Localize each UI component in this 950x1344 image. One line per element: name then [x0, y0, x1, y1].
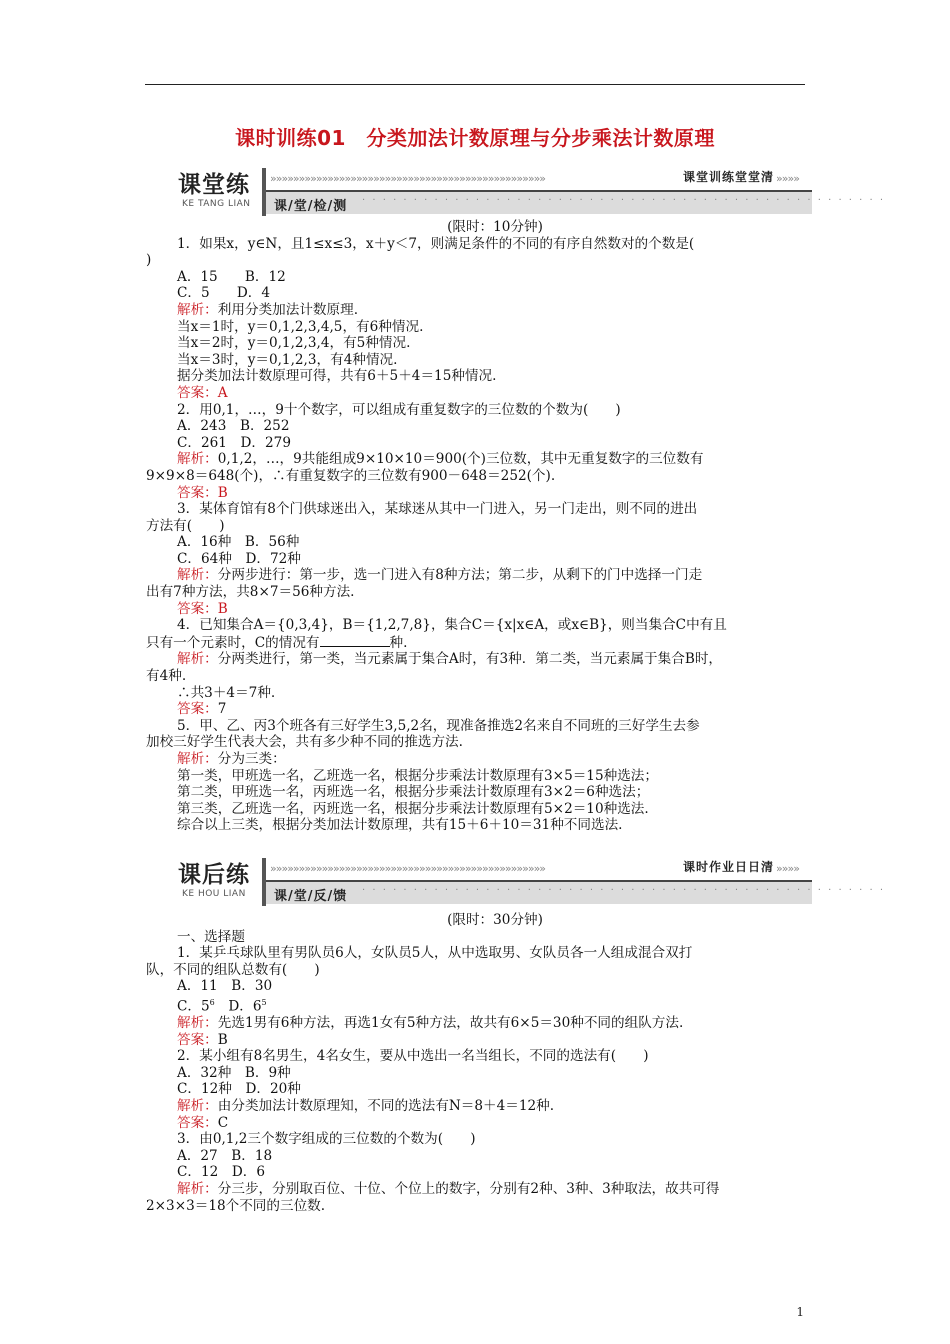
question-3-answer: 答案：B [177, 600, 228, 617]
question-2-options-cd: C．261 D．279 [177, 434, 291, 451]
banner-arrow-decoration: »»»»»»»»»»»»»»»»»»»»»»»»»»»»»»»»»»»»»»»»»»»»»»»» [270, 172, 546, 185]
question-2-answer: 答案：C [177, 1114, 229, 1131]
page-number: 1 [796, 1305, 804, 1319]
analysis-line: 出有7种方法，共8×7＝56种方法. [146, 584, 355, 601]
section-after-class-practice [146, 912, 813, 1214]
analysis-line: 第三类，乙班选一名，丙班选一名，根据分步乘法计数原理有5×2＝10种选法. [177, 800, 649, 817]
analysis-line: 综合以上三类，根据分类加法计数原理，共有15＋6＋10＝31种不同选法. [177, 817, 623, 834]
question-2-options-ab: A．243 B．252 [177, 418, 290, 435]
banner-logo-subtext: KE HOU LIAN [182, 889, 246, 899]
question-1-options-cd: C．5 D．4 [177, 285, 270, 302]
banner-arrow-decoration-right: »»»» [776, 172, 799, 185]
banner-dots-decoration: · · · · · · · · · · · · · · · · · · · · · · · · · · · · · · · · · · · · · · · · · · · · · · · · · · · [362, 885, 886, 896]
banner-arrow-decoration-right: »»»» [776, 862, 799, 875]
question-3-options-cd: C．64种 D．72种 [177, 550, 301, 567]
banner-dots-decoration: · · · · · · · · · · · · · · · · · · · · · · · · · · · · · · · · · · · · · · · · · · · · · · · · · · · [362, 195, 886, 206]
question-3-stem: 3．由0,1,2三个数字组成的三位数的个数为( ) [177, 1131, 476, 1148]
banner-logo-subtext: KE TANG LIAN [182, 199, 251, 209]
question-5-stem: 5．甲、乙、丙3个班各有三好学生3,5,2名，现准备推选2名来自不同班的三好学生去参 [177, 717, 700, 734]
section-banner-ketanglian [176, 168, 886, 216]
page-title: 课时训练01 分类加法计数原理与分步乘法计数原理 [235, 126, 715, 150]
question-3-analysis: 解析：分两步进行：第一步，选一门进入有8种方法；第二步，从剩下的门中选择一门走 [177, 567, 703, 584]
question-3-stem: 3．某体育馆有8个门供球迷出入，某球迷从其中一门进入，另一门走出，则不同的进出 [177, 501, 698, 518]
banner-arrow-decoration: »»»»»»»»»»»»»»»»»»»»»»»»»»»»»»»»»»»»»»»»»»»»»»»» [270, 862, 546, 875]
analysis-line: 当x＝1时，y＝0,1,2,3,4,5，有6种情况. [177, 318, 424, 335]
question-3-options-ab: A．27 B．18 [177, 1147, 273, 1164]
question-4-stem: 4．已知集合A＝{0,3,4}，B＝{1,2,7,8}，集合C＝{x|x∈A，或x∈B}，则当集合C中有且 [177, 617, 727, 634]
header-rule [145, 84, 805, 85]
analysis-line: 第一类，甲班选一名，乙班选一名，根据分步乘法计数原理有3×5＝15种选法； [177, 767, 658, 784]
question-5-analysis: 解析：分为三类： [177, 751, 286, 767]
analysis-line: 据分类加法计数原理可得，共有6＋5＋4＝15种情况. [177, 368, 497, 385]
time-limit: (限时：30分钟) [447, 912, 543, 928]
question-3-options-ab: A．16种 B．56种 [177, 534, 300, 551]
question-1-options-ab: A．15 B．12 [177, 268, 286, 285]
section-banner-kehoulian [176, 858, 886, 906]
banner-logo [176, 858, 260, 906]
banner-subheader-label: 课/堂/检/测 [274, 199, 348, 214]
question-4-analysis: 解析：分两类进行，第一类，当元素属于集合A时，有3种．第二类，当元素属于集合B时， [177, 651, 723, 668]
question-2-analysis: 解析：由分类加法计数原理知，不同的选法有N＝8＋4＝12种. [177, 1098, 555, 1115]
analysis-line: 2×3×3＝18个不同的三位数. [146, 1197, 326, 1214]
time-limit: (限时：10分钟) [447, 219, 543, 235]
banner-subheader-label: 课/堂/反/馈 [274, 889, 348, 904]
banner-tagline: 课时作业日日清 [682, 860, 774, 874]
question-1-stem: 1．如果x，y∈N，且1≤x≤3，x＋y＜7，则满足条件的不同的有序自然数对的个数是( [177, 235, 695, 252]
section-classroom-practice [146, 219, 813, 834]
question-2-analysis: 解析：0,1,2，…，9共能组成9×10×10＝900(个)三位数，其中无重复数字的三位数有 [177, 451, 704, 468]
question-3-analysis: 解析：分三步，分别取百位、十位、个位上的数字，分别有2种、3种、3种取法，故共可得 [177, 1181, 720, 1198]
question-1-analysis: 解析：利用分类加法计数原理. [177, 301, 359, 318]
question-1-options-cd: C．$5^6$ D．$6^5$ [177, 997, 267, 1015]
banner-subheader [266, 882, 886, 904]
analysis-line: 当x＝3时，y＝0,1,2,3，有4种情况. [177, 351, 398, 368]
question-1-answer: 答案：A [177, 384, 228, 401]
analysis-line: 9×9×8＝648(个)，∴有重复数字的三位数有900－648＝252(个). [146, 467, 556, 484]
question-5-stem-cont: 加校三好学生代表大会，共有多少种不同的推选方法. [146, 734, 463, 751]
question-4-stem-cont: 只有一个元素时，C的情况有 种. [146, 634, 408, 651]
question-1-stem-cont: 队，不同的组队总数有( ) [146, 961, 320, 978]
fill-in-blank[interactable] [320, 634, 390, 647]
question-4-answer: 答案：7 [177, 701, 227, 718]
analysis-line: 有4种. [146, 668, 187, 685]
question-2-options-ab: A．32种 B．9种 [177, 1064, 291, 1081]
banner-logo-text: 课后练 [178, 862, 250, 888]
question-2-stem: 2．用0,1，…，9十个数字，可以组成有重复数字的三位数的个数为( ) [177, 401, 621, 418]
question-2-stem: 2．某小组有8名男生，4名女生，要从中选出一名当组长，不同的选法有( ) [177, 1048, 649, 1065]
analysis-line: 第二类，甲班选一名，丙班选一名，根据分步乘法计数原理有3×2＝6种选法； [177, 784, 650, 801]
question-1-analysis: 解析：先选1男有6种方法，再选1女有5种方法，故共有6×5＝30种不同的组队方法. [177, 1015, 684, 1032]
question-3-options-cd: C．12 D．6 [177, 1164, 266, 1181]
analysis-line: ∴共3＋4＝7种. [177, 684, 276, 701]
question-1-stem-cont: ) [146, 252, 152, 269]
question-3-stem-cont: 方法有( ) [146, 517, 225, 534]
banner-logo-text: 课堂练 [178, 172, 250, 198]
question-2-answer: 答案：B [177, 484, 228, 501]
part-heading: 一、选择题 [177, 928, 245, 945]
question-1-stem: 1．某乒乓球队里有男队员6人，女队员5人，从中选取男、女队员各一人组成混合双打 [177, 945, 693, 962]
analysis-line: 当x＝2时，y＝0,1,2,3,4，有5种情况. [177, 335, 411, 352]
banner-logo [176, 168, 260, 216]
banner-tagline: 课堂训练堂堂清 [682, 170, 774, 184]
banner-subheader [266, 192, 886, 214]
question-2-options-cd: C．12种 D．20种 [177, 1081, 301, 1098]
question-1-answer: 答案：B [177, 1031, 228, 1048]
question-1-options-ab: A．11 B．30 [177, 978, 273, 995]
